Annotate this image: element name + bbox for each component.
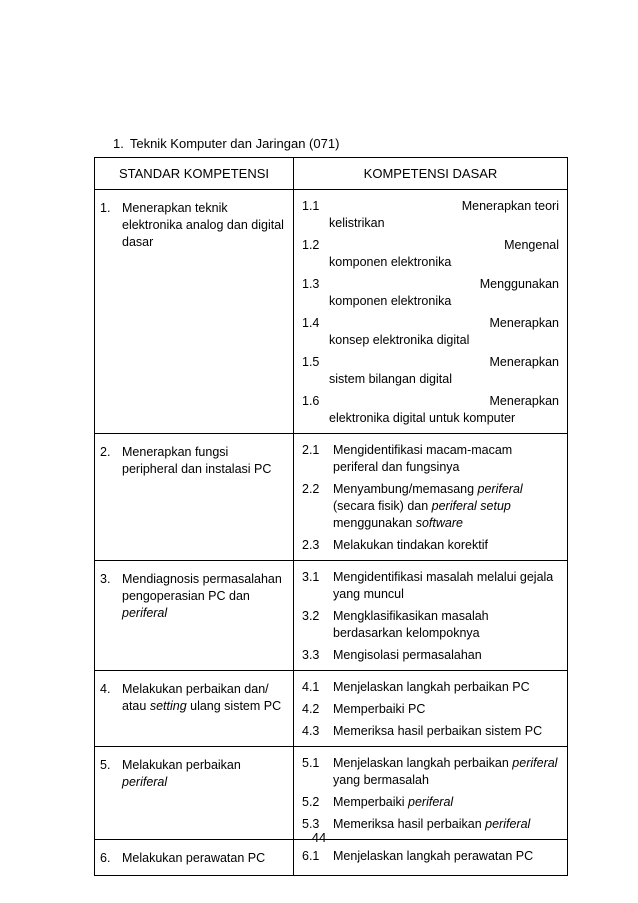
competency-item (302, 701, 559, 718)
competency-verb: Menerapkan teori (461, 199, 559, 213)
section-title: Teknik Komputer dan Jaringan (071) (129, 136, 340, 151)
competency-text-italic: periferal (408, 795, 454, 809)
standard-text: Melakukan perawatan PC (122, 851, 266, 865)
competency-text: yang bermasalah (333, 773, 429, 787)
competency-object: komponen elektronika (329, 294, 452, 308)
competency-text: Menyambung/memasang (333, 482, 478, 496)
competency-text: Mengidentifikasi macam-macam periferal dan fungsinya (333, 443, 513, 474)
page-number: 44 (311, 830, 327, 845)
header-kompetensi-dasar: KOMPETENSI DASAR (294, 158, 568, 190)
competency-item (302, 537, 559, 554)
standard-text: Mendiagnosis permasalahan pengoperasian PC dan (122, 572, 282, 603)
standard-text: Melakukan perbaikan dan/ atau (122, 682, 269, 713)
row-number: 4. (100, 682, 111, 696)
competency-verb: Menerapkan (489, 316, 559, 330)
competency-number: 4.2 (302, 702, 320, 716)
competency-item (302, 723, 559, 740)
competency-number: 1.4 (302, 316, 320, 330)
competency-table (94, 157, 568, 876)
competency-verb: Menggunakan (479, 277, 559, 291)
row-number: 3. (100, 572, 111, 586)
competency-text: Memeriksa hasil perbaikan (333, 817, 486, 831)
competency-cell (294, 434, 568, 561)
competency-cell (294, 190, 568, 434)
competency-item (302, 276, 559, 310)
competency-item (302, 481, 559, 532)
competency-text-italic: periferal (485, 817, 531, 831)
competency-text: menggunakan (333, 516, 416, 530)
table-row (95, 561, 568, 671)
competency-text-italic: periferal setup (431, 499, 511, 513)
standard-cell (95, 671, 294, 747)
competency-number: 1.3 (302, 277, 320, 291)
standard-cell (95, 434, 294, 561)
competency-object: kelistrikan (329, 216, 385, 230)
table-header-row (95, 158, 568, 190)
competency-text: Memperbaiki PC (333, 702, 426, 716)
section-heading (113, 136, 339, 151)
competency-number: 5.3 (302, 817, 320, 831)
competency-text: (secara fisik) dan (333, 499, 432, 513)
competency-number: 2.3 (302, 538, 320, 552)
competency-item (302, 647, 559, 664)
standard-text-italic: periferal (122, 775, 168, 789)
competency-item (302, 848, 559, 865)
table-row (95, 747, 568, 840)
row-number: 5. (100, 758, 111, 772)
competency-number: 6.1 (302, 849, 320, 863)
standard-text: Menerapkan teknik elektronika analog dan digital dasar (122, 201, 284, 249)
table-row (95, 434, 568, 561)
competency-number: 3.3 (302, 648, 320, 662)
competency-cell (294, 671, 568, 747)
competency-item (302, 354, 559, 388)
competency-cell (294, 561, 568, 671)
competency-number: 3.2 (302, 609, 320, 623)
competency-number: 2.2 (302, 482, 320, 496)
standard-text-italic: periferal (122, 606, 168, 620)
competency-text: Menjelaskan langkah perbaikan PC (333, 680, 530, 694)
competency-item (302, 608, 559, 642)
competency-number: 1.6 (302, 394, 320, 408)
competency-object: komponen elektronika (329, 255, 452, 269)
competency-text: Menjelaskan langkah perawatan PC (333, 849, 534, 863)
competency-item (302, 198, 559, 232)
section-number: 1. (113, 136, 124, 151)
competency-cell (294, 747, 568, 840)
competency-text: Memperbaiki (333, 795, 409, 809)
competency-item (302, 794, 559, 811)
standard-cell (95, 190, 294, 434)
competency-verb: Menerapkan (489, 355, 559, 369)
competency-number: 1.2 (302, 238, 320, 252)
competency-text: Mengklasifikasikan masalah berdasarkan kelompoknya (333, 609, 489, 640)
standard-cell (95, 747, 294, 840)
competency-text-italic: software (415, 516, 463, 530)
competency-number: 4.3 (302, 724, 320, 738)
competency-item (302, 393, 559, 427)
row-number: 2. (100, 445, 111, 459)
competency-number: 3.1 (302, 570, 320, 584)
competency-verb: Menerapkan (489, 394, 559, 408)
competency-text: Memeriksa hasil perbaikan sistem PC (333, 724, 543, 738)
competency-number: 4.1 (302, 680, 320, 694)
row-number: 6. (100, 851, 111, 865)
competency-number: 5.2 (302, 795, 320, 809)
competency-number: 5.1 (302, 756, 320, 770)
competency-object: elektronika digital untuk komputer (329, 411, 516, 425)
competency-item (302, 679, 559, 696)
competency-item (302, 755, 559, 789)
competency-object: konsep elektronika digital (329, 333, 470, 347)
competency-text: Mengisolasi permasalahan (333, 648, 482, 662)
table-row (95, 671, 568, 747)
competency-item (302, 569, 559, 603)
competency-text-italic: periferal (512, 756, 558, 770)
competency-item (302, 442, 559, 476)
competency-item (302, 237, 559, 271)
competency-object: sistem bilangan digital (329, 372, 452, 386)
competency-number: 1.5 (302, 355, 320, 369)
table-row (95, 190, 568, 434)
standard-text: Menerapkan fungsi peripheral dan instalasi PC (122, 445, 272, 476)
standard-cell (95, 561, 294, 671)
standard-text: ulang sistem PC (186, 699, 282, 713)
standard-text-italic: setting (149, 699, 187, 713)
header-standar-kompetensi: STANDAR KOMPETENSI (95, 158, 294, 190)
competency-text: Mengidentifikasi masalah melalui gejala yang muncul (333, 570, 554, 601)
competency-verb: Mengenal (504, 238, 559, 252)
competency-number: 1.1 (302, 199, 320, 213)
competency-text-italic: periferal (477, 482, 523, 496)
competency-text: Melakukan tindakan korektif (333, 538, 488, 552)
competency-item (302, 315, 559, 349)
competency-number: 2.1 (302, 443, 320, 457)
competency-text: Menjelaskan langkah perbaikan (333, 756, 513, 770)
standard-text: Melakukan perbaikan (122, 758, 241, 772)
row-number: 1. (100, 201, 111, 215)
